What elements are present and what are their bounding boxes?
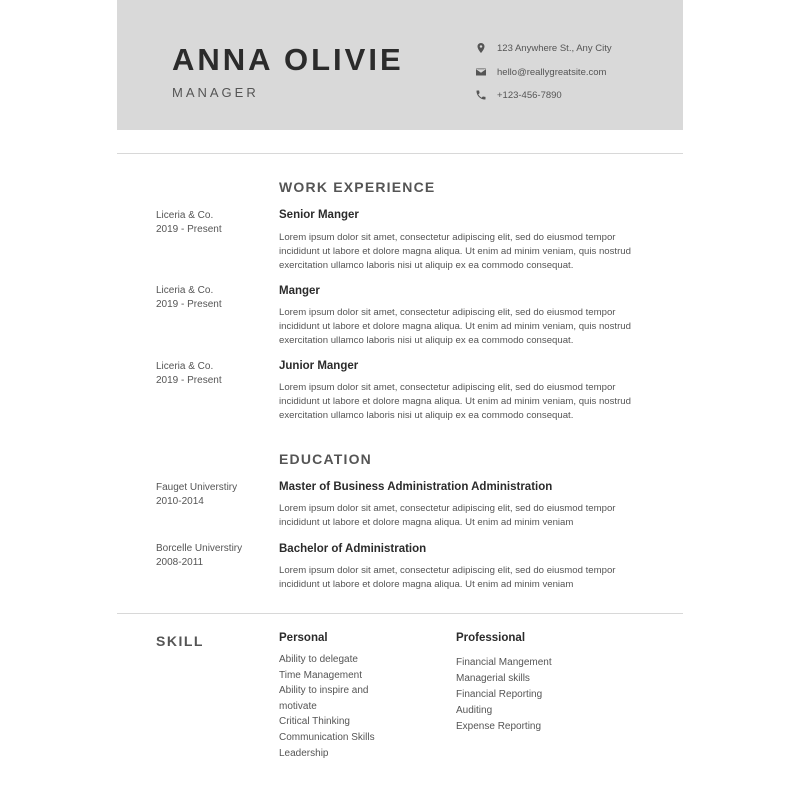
skill-item: Expense Reporting [456,721,542,732]
job-description: Lorem ipsum dolor sit amet, consectetur adipiscing elit, sed do eiusmod tempor incididunt ut labore et dolore magna aliqua. Ut enim ad minim veniam, quis nostrud exercitation ullamco laboris nisi ut aliquip ex ea commodo consequat. [279,307,631,346]
skill-heading: SKILL [156,633,204,649]
degree-title: Master of Business Administration Administration [279,481,553,493]
education-meta [156,542,242,570]
section-divider [117,613,683,614]
personal-skills-list [279,652,375,761]
personal-skills-heading: Personal [279,632,328,644]
study-years: 2010-2014 [156,496,204,507]
job-title: Junior Manger [279,360,359,372]
contact-email-text[interactable]: hello@reallygreatsite.com [497,66,607,78]
degree-description: Lorem ipsum dolor sit amet, consectetur adipiscing elit, sed do eiusmod tempor incididunt ut labore et dolore magna aliqua. Ut enim ad minim veniam [279,503,616,528]
education-meta [156,481,237,509]
degree-description: Lorem ipsum dolor sit amet, consectetur adipiscing elit, sed do eiusmod tempor incididunt ut labore et dolore magna aliqua. Ut enim ad minim veniam [279,565,616,590]
skill-item: Financial Mangement [456,657,552,668]
job-title: Manger [279,285,320,297]
school-name: Borcelle Universtiry [156,543,243,554]
company-name: Liceria & Co. [156,285,214,296]
contact-address-text: 123 Anywhere St., Any City [497,42,612,54]
employment-years: 2019 - Present [156,375,222,386]
education-heading: EDUCATION [279,451,372,467]
contact-phone-text[interactable]: +123-456-7890 [497,89,562,101]
job-description: Lorem ipsum dolor sit amet, consectetur adipiscing elit, sed do eiusmod tempor incididunt ut labore et dolore magna aliqua. Ut enim ad minim veniam, quis nostrud exercitation ullamco laboris nisi ut aliquip ex ea commodo consequat. [279,382,631,421]
contact-email [474,65,606,79]
experience-meta [156,284,222,312]
job-title: Senior Manger [279,209,359,221]
school-name: Fauget Universtiry [156,482,238,493]
company-name: Liceria & Co. [156,361,214,372]
job-description: Lorem ipsum dolor sit amet, consectetur adipiscing elit, sed do eiusmod tempor incididunt ut labore et dolore magna aliqua. Ut enim ad minim veniam, quis nostrud exercitation ullamco laboris nisi ut aliquip ex ea commodo consequat. [279,232,631,271]
candidate-role: MANAGER [172,85,259,100]
degree-title: Bachelor of Administration [279,543,427,555]
skill-item: Managerial skills [456,673,530,684]
skill-item: Time Management [279,669,362,681]
skill-item: Ability to inspire and [279,685,369,697]
experience-meta [156,360,222,388]
skill-item: Communication Skills [279,731,375,743]
candidate-name: ANNA OLIVIE [172,42,404,77]
skill-item: Financial Reporting [456,689,543,700]
skill-item: Critical Thinking [279,716,350,728]
contact-phone [474,88,562,102]
location-pin-icon [474,41,488,55]
employment-years: 2019 - Present [156,224,222,235]
company-name: Liceria & Co. [156,210,214,221]
study-years: 2008-2011 [156,557,204,568]
mail-icon [474,65,488,79]
professional-skills-list [456,655,552,735]
contact-address [474,41,612,55]
experience-meta [156,209,222,237]
skill-item: Auditing [456,705,493,716]
work-experience-heading: WORK EXPERIENCE [279,179,436,195]
skill-item: Leadership [279,747,329,759]
phone-icon [474,88,488,102]
employment-years: 2019 - Present [156,299,222,310]
section-divider [117,153,683,154]
professional-skills-heading: Professional [456,632,526,644]
skill-item: Ability to delegate [279,654,358,665]
skill-item: motivate [279,700,317,712]
